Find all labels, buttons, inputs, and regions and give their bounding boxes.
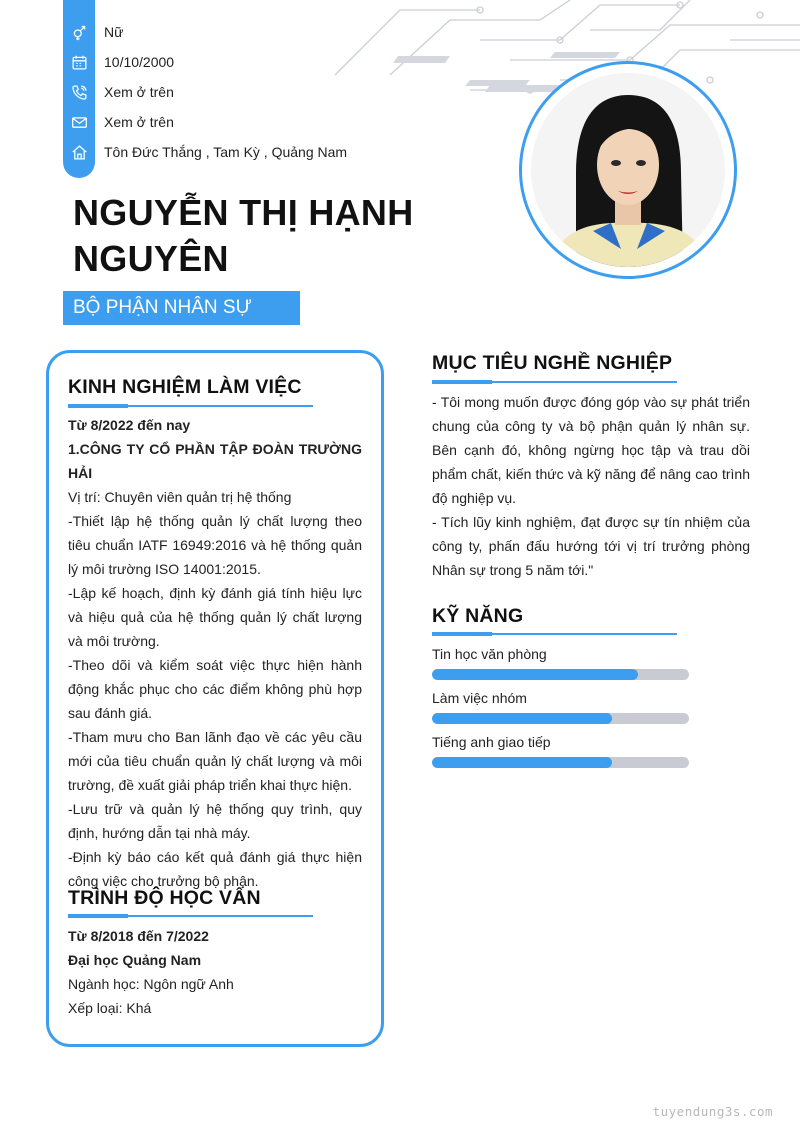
- mail-icon: [63, 114, 95, 131]
- skill-label: Tin học văn phòng: [432, 646, 547, 662]
- objective-paragraph: - Tôi mong muốn được đóng góp vào sự phát triển chung của công ty và bộ phận quản lý nhân sự. Bên cạnh đó, không ngừng học tập và trau dồi phẩm chất, kiến thức và kỹ năng để nâng cao trình độ nghiệp vụ.: [432, 394, 750, 506]
- name-line-2: NGUYÊN: [73, 238, 229, 279]
- contact-birthday: [63, 47, 174, 77]
- experience-duty: -Theo dõi và kiểm soát việc thực hiện hành động khắc phục cho các điểm không phù hợp sau đánh giá.: [68, 657, 362, 721]
- education-period: Từ 8/2018 đến 7/2022: [68, 928, 209, 944]
- contact-email: [63, 107, 174, 137]
- contact-gender: [63, 17, 123, 47]
- experience-content: [68, 413, 362, 893]
- experience-duty: -Lập kế hoạch, định kỳ đánh giá tính hiệu lực và hiệu quả của hệ thống quản lý chất lượng và môi trường.: [68, 585, 362, 649]
- name-line-1: NGUYỄN THỊ HẠNH: [73, 192, 414, 233]
- objective-paragraph: - Tích lũy kinh nghiệm, đạt được sự tín nhiệm của công ty, phấn đấu hướng tới vị trí trưởng phòng Nhân sự trong 5 năm tới.": [432, 514, 750, 578]
- phone-icon: [63, 84, 95, 101]
- gender-value: Nữ: [104, 24, 124, 40]
- profile-photo: [531, 73, 725, 267]
- skill-bar: [432, 669, 689, 680]
- phone-value: Xem ở trên: [104, 84, 174, 100]
- gender-icon: [63, 24, 95, 41]
- experience-duty: -Định kỳ báo cáo kết quả đánh giá thực hiện công việc cho trưởng bộ phận.: [68, 849, 362, 889]
- skills-title: KỸ NĂNG: [432, 605, 524, 627]
- skill-bar: [432, 757, 689, 768]
- experience-duty: -Thiết lập hệ thống quản lý chất lượng theo tiêu chuẩn IATF 16949:2016 và hệ thống quản lý môi trường ISO 14001:2015.: [68, 513, 362, 577]
- full-name: [73, 190, 503, 282]
- contact-phone: [63, 77, 174, 107]
- skill-bar-fill: [432, 669, 638, 680]
- contact-address: [63, 137, 347, 167]
- objective-content: [432, 390, 750, 582]
- objective-title: MỤC TIÊU NGHỀ NGHIỆP: [432, 352, 673, 374]
- skill-bar-fill: [432, 713, 612, 724]
- calendar-icon: [63, 54, 95, 71]
- birthday-value: 10/10/2000: [104, 54, 175, 70]
- education-major: Ngành học: Ngôn ngữ Anh: [68, 976, 234, 992]
- experience-duty: -Tham mưu cho Ban lãnh đạo về các yêu cầu mới của tiêu chuẩn quản lý chất lượng và môi trường, đề xuất giải pháp triển khai thực hiện.: [68, 729, 362, 793]
- home-icon: [63, 144, 95, 161]
- experience-period: Từ 8/2022 đến nay: [68, 417, 191, 433]
- address-value: Tôn Đức Thắng , Tam Kỳ , Quảng Nam: [104, 144, 348, 160]
- experience-duty: -Lưu trữ và quản lý hệ thống quy trình, quy định, hướng dẫn tại nhà máy.: [68, 801, 362, 841]
- education-grade: Xếp loại: Khá: [68, 1000, 152, 1016]
- skill-bar: [432, 713, 689, 724]
- skill-bar-fill: [432, 757, 612, 768]
- education-school: Đại học Quảng Nam: [68, 952, 202, 968]
- experience-title: KINH NGHIỆM LÀM VIỆC: [68, 376, 302, 398]
- experience-position: Vị trí: Chuyên viên quản trị hệ thống: [68, 489, 292, 505]
- skill-label: Tiếng anh giao tiếp: [432, 734, 551, 750]
- skill-label: Làm việc nhóm: [432, 690, 527, 706]
- education-title: TRÌNH ĐỘ HỌC VẤN: [68, 887, 261, 909]
- skills-title-underline: [432, 633, 677, 635]
- education-title-underline: [68, 915, 313, 917]
- experience-title-underline: [68, 405, 313, 407]
- department-banner: BỘ PHẬN NHÂN SỰ: [63, 291, 300, 325]
- experience-company: 1.CÔNG TY CỔ PHẦN TẬP ĐOÀN TRƯỜNG HẢI: [68, 441, 362, 481]
- email-value: Xem ở trên: [104, 114, 174, 130]
- watermark-text: tuyendung3s.com: [652, 1104, 773, 1119]
- education-content: [68, 924, 362, 1020]
- profile-photo-frame: [519, 61, 737, 279]
- objective-title-underline: [432, 381, 677, 383]
